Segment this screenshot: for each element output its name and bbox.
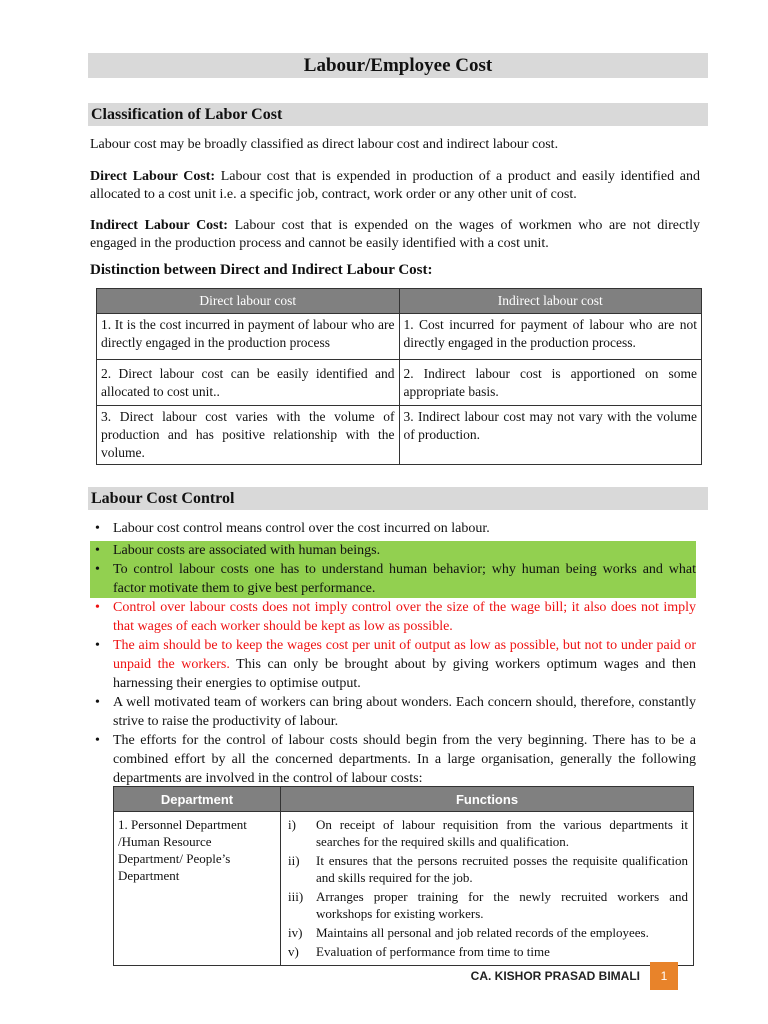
column-header: Functions (281, 787, 694, 812)
distinction-table (96, 288, 702, 465)
list-item-highlighted: • Labour costs are associated with human beings. (90, 541, 696, 560)
section-heading-labour-cost-control: Labour Cost Control (88, 487, 708, 510)
footer-author: CA. KISHOR PRASAD BIMALI (470, 969, 640, 983)
column-header: Department (114, 787, 281, 812)
function-item (288, 924, 688, 941)
table-cell: 2. Direct labour cost can be easily identified and allocated to cost unit.. (97, 360, 400, 406)
column-header: Indirect labour cost (399, 289, 702, 314)
function-item (288, 943, 688, 960)
function-number: i) (288, 817, 296, 832)
distinction-heading: Distinction between Direct and Indirect Labour Cost: (90, 262, 433, 278)
function-text: Evaluation of performance from time to time (316, 944, 550, 959)
list-item-red: • Control over labour costs does not imply control over the size of the wage bill; it also does not imply that wages of each worker should be kept as low as possible. (90, 598, 696, 636)
department-functions-table (113, 786, 694, 966)
function-item (288, 816, 688, 850)
list-item: • A well motivated team of workers can bring about wonders. Each concern should, therefore, constantly strive to raise the productivity of labour. (90, 693, 696, 731)
table-row (97, 314, 702, 360)
indirect-labour-label: Indirect Labour Cost: (90, 218, 228, 233)
table-cell: 1. It is the cost incurred in payment of labour who are directly engaged in the production process (97, 314, 400, 360)
table-row (97, 406, 702, 465)
table-cell: 2. Indirect labour cost is apportioned on some appropriate basis. (399, 360, 702, 406)
table-cell: 3. Indirect labour cost may not vary with the volume of production. (399, 406, 702, 465)
list-item-highlighted: • To control labour costs one has to understand human behavior; why human being works and what factor motivate them to give best performance. (90, 560, 696, 598)
function-number: iii) (288, 889, 304, 904)
function-item (288, 888, 688, 922)
direct-labour-text: Labour cost that is expended in production of a product and easily identified and allocated to a cost unit i.e. a specific job, contract, work order or any other unit of cost. (90, 169, 700, 202)
indirect-labour-paragraph (90, 217, 700, 253)
table-cell: 3. Direct labour cost varies with the volume of production and has positive relationship with the volume. (97, 406, 400, 465)
red-text: The aim should be to keep the wages cost per unit of output as low as possible, but not to under paid or unpaid the workers. (113, 638, 696, 672)
department-cell: 1. Personnel Department /Human Resource Department/ People’s Department (114, 812, 281, 966)
function-text: Maintains all personal and job related records of the employees. (316, 925, 649, 940)
function-text: It ensures that the persons recruited posses the requisite qualification and skills required for the job. (316, 853, 688, 885)
list-item (90, 636, 696, 693)
function-item (288, 852, 688, 886)
function-number: v) (288, 944, 299, 959)
functions-list (282, 813, 692, 964)
direct-labour-paragraph (90, 168, 700, 204)
table-header-row (114, 787, 694, 812)
footer (471, 962, 678, 990)
function-number: iv) (288, 925, 303, 940)
table-cell: 1. Cost incurred for payment of labour who are not directly engaged in the production process. (399, 314, 702, 360)
direct-labour-label: Direct Labour Cost: (90, 169, 216, 184)
page-number-badge: 1 (650, 962, 678, 990)
column-header: Direct labour cost (97, 289, 400, 314)
list-item: • Labour cost control means control over the cost incurred on labour. (90, 519, 696, 538)
function-text: On receipt of labour requisition from the various departments it searches for the required skills and qualification. (316, 817, 688, 849)
black-text: This can only be brought about by giving workers optimum wages and then harnessing their energies to optimise output. (113, 657, 696, 691)
page-title: Labour/Employee Cost (88, 53, 708, 78)
indirect-labour-text: Labour cost that is expended on the wages of workmen who are not directly engaged in the production process and cannot be easily identified with a cost unit. (90, 218, 700, 251)
function-number: ii) (288, 853, 300, 868)
labour-control-bullets (90, 519, 696, 788)
table-row (97, 360, 702, 406)
table-row (114, 812, 694, 966)
list-item: • The efforts for the control of labour costs should begin from the very beginning. There has to be a combined effort by all the concerned departments. In a large organisation, generally the following departments are involved in the control of labour costs: (90, 731, 696, 788)
function-text: Arranges proper training for the newly recruited workers and workshops for existing workers. (316, 889, 688, 921)
table-header-row (97, 289, 702, 314)
functions-cell (281, 812, 694, 966)
section-heading-classification: Classification of Labor Cost (88, 103, 708, 126)
intro-paragraph: Labour cost may be broadly classified as direct labour cost and indirect labour cost. (90, 137, 559, 152)
